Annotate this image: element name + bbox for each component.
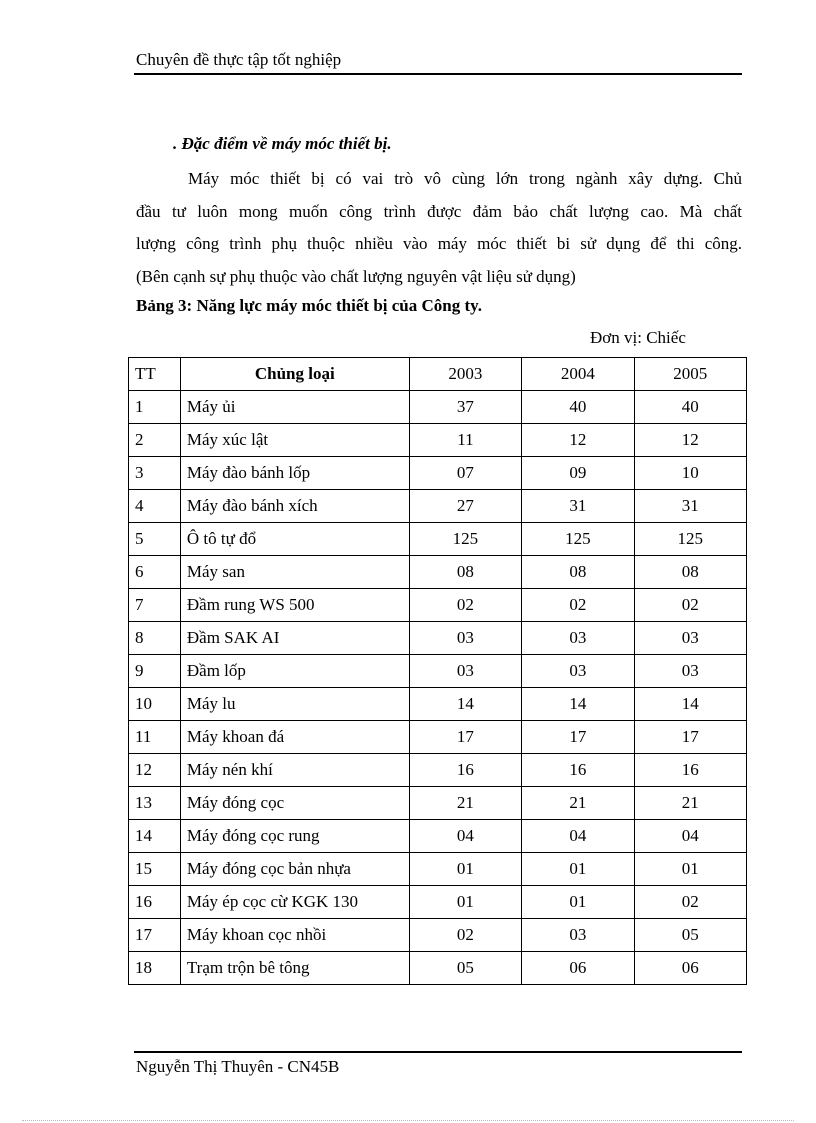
cell-tt: 7 bbox=[129, 589, 181, 622]
cell-type: Máy đóng cọc bản nhựa bbox=[180, 853, 409, 886]
cell-2005: 04 bbox=[634, 820, 746, 853]
cell-2003: 07 bbox=[409, 457, 521, 490]
paragraph-line: (Bên cạnh sự phụ thuộc vào chất lượng nguyên vật liệu sử dụng) bbox=[136, 266, 576, 286]
cell-2003: 02 bbox=[409, 589, 521, 622]
section-heading: . Đặc điểm về máy móc thiết bị. bbox=[173, 134, 392, 153]
cell-2004: 01 bbox=[522, 853, 634, 886]
cell-2003: 16 bbox=[409, 754, 521, 787]
table-row bbox=[129, 523, 747, 556]
cell-2005: 03 bbox=[634, 655, 746, 688]
table-body bbox=[129, 391, 747, 985]
cell-2003: 17 bbox=[409, 721, 521, 754]
cell-2004: 12 bbox=[522, 424, 634, 457]
cell-type: Máy khoan cọc nhồi bbox=[180, 919, 409, 952]
cell-2005: 17 bbox=[634, 721, 746, 754]
cell-2005: 21 bbox=[634, 787, 746, 820]
cell-type: Máy ủi bbox=[180, 391, 409, 424]
cell-2003: 04 bbox=[409, 820, 521, 853]
cell-2005: 31 bbox=[634, 490, 746, 523]
cell-2005: 01 bbox=[634, 853, 746, 886]
table-row bbox=[129, 391, 747, 424]
cell-2004: 40 bbox=[522, 391, 634, 424]
cell-2005: 06 bbox=[634, 952, 746, 985]
cell-2003: 37 bbox=[409, 391, 521, 424]
cell-2005: 02 bbox=[634, 589, 746, 622]
cell-2005: 12 bbox=[634, 424, 746, 457]
cell-tt: 12 bbox=[129, 754, 181, 787]
cell-2005: 14 bbox=[634, 688, 746, 721]
table-unit-label: Đơn vị: Chiếc bbox=[590, 328, 686, 347]
cell-type: Máy đào bánh lốp bbox=[180, 457, 409, 490]
cell-2003: 27 bbox=[409, 490, 521, 523]
cell-2005: 03 bbox=[634, 622, 746, 655]
cell-tt: 14 bbox=[129, 820, 181, 853]
cell-2005: 08 bbox=[634, 556, 746, 589]
cell-2005: 40 bbox=[634, 391, 746, 424]
footer-divider bbox=[134, 1051, 742, 1053]
cell-type: Máy lu bbox=[180, 688, 409, 721]
cell-tt: 2 bbox=[129, 424, 181, 457]
cell-2004: 14 bbox=[522, 688, 634, 721]
table-row bbox=[129, 457, 747, 490]
column-header-2005: 2005 bbox=[634, 358, 746, 391]
table-row bbox=[129, 754, 747, 787]
table-row bbox=[129, 787, 747, 820]
cell-tt: 18 bbox=[129, 952, 181, 985]
cell-type: Máy đóng cọc bbox=[180, 787, 409, 820]
cell-2004: 125 bbox=[522, 523, 634, 556]
table-row bbox=[129, 919, 747, 952]
cell-type: Máy ép cọc cừ KGK 130 bbox=[180, 886, 409, 919]
column-header-tt: TT bbox=[129, 358, 181, 391]
cell-2004: 03 bbox=[522, 622, 634, 655]
cell-2003: 02 bbox=[409, 919, 521, 952]
table-row bbox=[129, 688, 747, 721]
cell-type: Máy đào bánh xích bbox=[180, 490, 409, 523]
cell-tt: 3 bbox=[129, 457, 181, 490]
cell-2003: 01 bbox=[409, 853, 521, 886]
table-row bbox=[129, 886, 747, 919]
cell-2003: 11 bbox=[409, 424, 521, 457]
cell-2005: 05 bbox=[634, 919, 746, 952]
cell-type: Đầm SAK AI bbox=[180, 622, 409, 655]
cell-2004: 03 bbox=[522, 919, 634, 952]
table-row bbox=[129, 622, 747, 655]
body-paragraph bbox=[136, 163, 742, 293]
cell-tt: 11 bbox=[129, 721, 181, 754]
cell-2003: 08 bbox=[409, 556, 521, 589]
cell-2004: 21 bbox=[522, 787, 634, 820]
cell-tt: 10 bbox=[129, 688, 181, 721]
cell-2005: 10 bbox=[634, 457, 746, 490]
cell-tt: 15 bbox=[129, 853, 181, 886]
cell-type: Máy khoan đá bbox=[180, 721, 409, 754]
table-header-row bbox=[129, 358, 747, 391]
cell-2003: 05 bbox=[409, 952, 521, 985]
cell-2004: 03 bbox=[522, 655, 634, 688]
cell-2004: 04 bbox=[522, 820, 634, 853]
page-header-title: Chuyên đề thực tập tốt nghiệp bbox=[136, 50, 342, 69]
cell-type: Đầm rung WS 500 bbox=[180, 589, 409, 622]
cell-tt: 6 bbox=[129, 556, 181, 589]
equipment-table bbox=[128, 357, 747, 985]
cell-type: Ô tô tự đổ bbox=[180, 523, 409, 556]
cell-type: Máy xúc lật bbox=[180, 424, 409, 457]
cell-2004: 01 bbox=[522, 886, 634, 919]
cell-tt: 4 bbox=[129, 490, 181, 523]
cell-tt: 16 bbox=[129, 886, 181, 919]
cell-tt: 1 bbox=[129, 391, 181, 424]
cell-tt: 13 bbox=[129, 787, 181, 820]
cell-2004: 06 bbox=[522, 952, 634, 985]
cell-2003: 21 bbox=[409, 787, 521, 820]
cell-2004: 08 bbox=[522, 556, 634, 589]
cell-type: Máy nén khí bbox=[180, 754, 409, 787]
cell-2003: 03 bbox=[409, 655, 521, 688]
table-row bbox=[129, 589, 747, 622]
cell-2003: 01 bbox=[409, 886, 521, 919]
table-row bbox=[129, 853, 747, 886]
cell-type: Máy đóng cọc rung bbox=[180, 820, 409, 853]
page-edge bbox=[22, 1120, 794, 1121]
cell-2004: 17 bbox=[522, 721, 634, 754]
cell-2003: 14 bbox=[409, 688, 521, 721]
column-header-2003: 2003 bbox=[409, 358, 521, 391]
paragraph-line: lượng công trình phụ thuộc nhiều vào máy móc thiết bi sử dụng để thi công. bbox=[136, 234, 742, 253]
table-row bbox=[129, 721, 747, 754]
paragraph-line: Máy móc thiết bị có vai trò vô cùng lớn trong ngành xây dựng. Chủ bbox=[188, 169, 742, 188]
cell-2005: 125 bbox=[634, 523, 746, 556]
cell-tt: 17 bbox=[129, 919, 181, 952]
table-row bbox=[129, 952, 747, 985]
cell-2004: 16 bbox=[522, 754, 634, 787]
cell-2003: 125 bbox=[409, 523, 521, 556]
cell-2005: 16 bbox=[634, 754, 746, 787]
table-row bbox=[129, 655, 747, 688]
cell-2004: 31 bbox=[522, 490, 634, 523]
cell-type: Trạm trộn bê tông bbox=[180, 952, 409, 985]
column-header-type: Chủng loại bbox=[180, 358, 409, 391]
cell-2004: 09 bbox=[522, 457, 634, 490]
cell-type: Máy san bbox=[180, 556, 409, 589]
paragraph-line: đầu tư luôn mong muốn công trình được đảm bảo chất lượng cao. Mà chất bbox=[136, 201, 742, 221]
cell-tt: 9 bbox=[129, 655, 181, 688]
table-row bbox=[129, 490, 747, 523]
table-row bbox=[129, 820, 747, 853]
cell-tt: 8 bbox=[129, 622, 181, 655]
table-row bbox=[129, 556, 747, 589]
page-footer-author: Nguyễn Thị Thuyên - CN45B bbox=[136, 1057, 340, 1076]
cell-2004: 02 bbox=[522, 589, 634, 622]
cell-tt: 5 bbox=[129, 523, 181, 556]
column-header-2004: 2004 bbox=[522, 358, 634, 391]
header-divider bbox=[134, 73, 742, 75]
cell-2003: 03 bbox=[409, 622, 521, 655]
cell-type: Đầm lốp bbox=[180, 655, 409, 688]
table-row bbox=[129, 424, 747, 457]
table-caption: Bảng 3: Năng lực máy móc thiết bị của Công ty. bbox=[136, 296, 482, 315]
cell-2005: 02 bbox=[634, 886, 746, 919]
